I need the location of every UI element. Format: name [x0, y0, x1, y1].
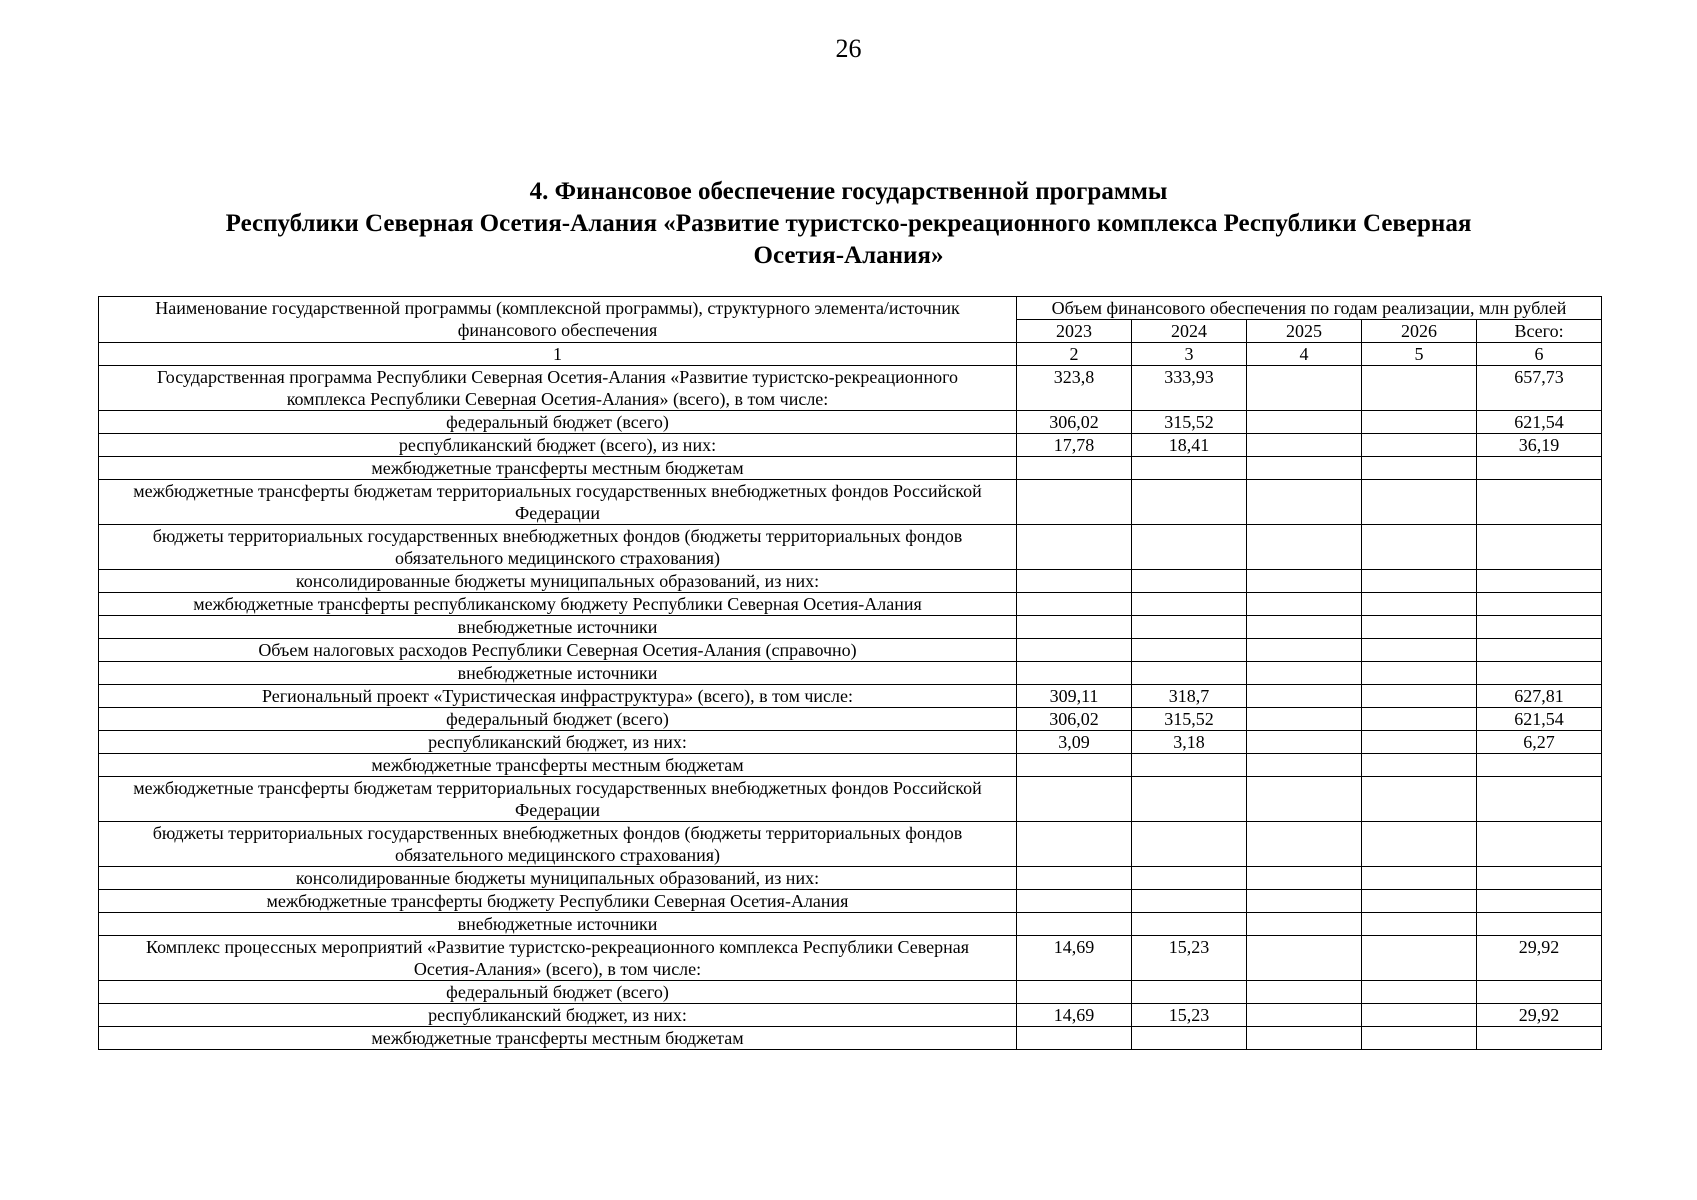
- header-volume-col: Объем финансового обеспечения по годам реализации, млн рублей: [1017, 297, 1602, 320]
- row-value-cell: [1247, 639, 1362, 662]
- row-value-cell: [1132, 981, 1247, 1004]
- row-value-cell: [1362, 616, 1477, 639]
- row-value-cell: [1017, 1027, 1132, 1050]
- row-value-cell: [1477, 822, 1602, 867]
- row-name-cell: федеральный бюджет (всего): [99, 411, 1017, 434]
- row-value-cell: [1132, 480, 1247, 525]
- row-value-cell: [1247, 570, 1362, 593]
- row-value-cell: [1477, 913, 1602, 936]
- row-value-cell: [1247, 822, 1362, 867]
- row-name-cell: консолидированные бюджеты муниципальных образований, из них:: [99, 570, 1017, 593]
- table-row: [99, 754, 1602, 777]
- row-value-cell: 15,23: [1132, 1004, 1247, 1027]
- table-row: [99, 981, 1602, 1004]
- row-value-cell: [1362, 525, 1477, 570]
- row-value-cell: [1362, 754, 1477, 777]
- row-name-cell: межбюджетные трансферты местным бюджетам: [99, 1027, 1017, 1050]
- row-value-cell: [1017, 913, 1132, 936]
- row-value-cell: [1362, 593, 1477, 616]
- row-value-cell: 315,52: [1132, 708, 1247, 731]
- row-value-cell: [1247, 708, 1362, 731]
- table-row: [99, 777, 1602, 822]
- table-row: [99, 685, 1602, 708]
- financing-table-body: [99, 297, 1602, 1050]
- table-row: [99, 867, 1602, 890]
- title-line-1: 4. Финансовое обеспечение государственной программы: [529, 178, 1168, 205]
- row-name-cell: межбюджетные трансферты республиканскому бюджету Республики Северная Осетия-Алания: [99, 593, 1017, 616]
- row-value-cell: [1477, 981, 1602, 1004]
- row-value-cell: 14,69: [1017, 1004, 1132, 1027]
- row-value-cell: [1362, 662, 1477, 685]
- table-row: [99, 662, 1602, 685]
- table-row: [99, 731, 1602, 754]
- header-name-col: Наименование государственной программы (комплексной программы), структурного элемента/источник финансового обеспечения: [99, 297, 1017, 343]
- row-name-cell: межбюджетные трансферты бюджетам территориальных государственных внебюджетных фондов Российской Федерации: [99, 777, 1017, 822]
- table-row: [99, 913, 1602, 936]
- row-value-cell: [1477, 525, 1602, 570]
- row-value-cell: 315,52: [1132, 411, 1247, 434]
- row-value-cell: [1477, 639, 1602, 662]
- row-value-cell: [1132, 570, 1247, 593]
- row-name-cell: внебюджетные источники: [99, 662, 1017, 685]
- col-number-3: 3: [1132, 343, 1247, 366]
- row-value-cell: [1362, 411, 1477, 434]
- row-value-cell: [1477, 662, 1602, 685]
- column-numbers-row: [99, 343, 1602, 366]
- row-value-cell: [1362, 639, 1477, 662]
- row-value-cell: [1362, 731, 1477, 754]
- row-name-cell: федеральный бюджет (всего): [99, 981, 1017, 1004]
- row-value-cell: [1247, 777, 1362, 822]
- row-name-cell: межбюджетные трансферты местным бюджетам: [99, 457, 1017, 480]
- header-row: [99, 297, 1602, 320]
- row-value-cell: 29,92: [1477, 1004, 1602, 1027]
- row-value-cell: 621,54: [1477, 708, 1602, 731]
- row-value-cell: [1132, 913, 1247, 936]
- row-value-cell: 15,23: [1132, 936, 1247, 981]
- row-value-cell: [1017, 570, 1132, 593]
- row-value-cell: 306,02: [1017, 708, 1132, 731]
- row-value-cell: [1017, 616, 1132, 639]
- row-value-cell: [1477, 616, 1602, 639]
- row-value-cell: [1477, 457, 1602, 480]
- row-value-cell: [1247, 593, 1362, 616]
- row-name-cell: межбюджетные трансферты бюджету Республики Северная Осетия-Алания: [99, 890, 1017, 913]
- row-value-cell: 306,02: [1017, 411, 1132, 434]
- row-value-cell: [1247, 685, 1362, 708]
- row-name-cell: межбюджетные трансферты бюджетам территориальных государственных внебюджетных фондов Российской Федерации: [99, 480, 1017, 525]
- header-year-2026: 2026: [1362, 320, 1477, 343]
- row-value-cell: 309,11: [1017, 685, 1132, 708]
- table-row: [99, 1004, 1602, 1027]
- row-value-cell: [1247, 411, 1362, 434]
- row-value-cell: 318,7: [1132, 685, 1247, 708]
- row-value-cell: [1132, 616, 1247, 639]
- row-value-cell: [1247, 366, 1362, 411]
- row-value-cell: 36,19: [1477, 434, 1602, 457]
- row-value-cell: [1477, 754, 1602, 777]
- row-value-cell: [1247, 981, 1362, 1004]
- row-value-cell: [1132, 639, 1247, 662]
- row-value-cell: [1477, 593, 1602, 616]
- table-row: [99, 366, 1602, 411]
- row-value-cell: [1247, 913, 1362, 936]
- row-value-cell: 621,54: [1477, 411, 1602, 434]
- row-value-cell: [1132, 777, 1247, 822]
- title-line-3: Осетия-Алания»: [753, 242, 944, 269]
- col-number-4: 4: [1247, 343, 1362, 366]
- table-row: [99, 411, 1602, 434]
- row-value-cell: [1132, 867, 1247, 890]
- row-value-cell: 3,18: [1132, 731, 1247, 754]
- row-value-cell: [1017, 981, 1132, 1004]
- row-name-cell: бюджеты территориальных государственных внебюджетных фондов (бюджеты территориальных фондов обязательного медицинского страхования): [99, 822, 1017, 867]
- row-name-cell: федеральный бюджет (всего): [99, 708, 1017, 731]
- table-row: [99, 1027, 1602, 1050]
- row-name-cell: республиканский бюджет, из них:: [99, 1004, 1017, 1027]
- table-row: [99, 639, 1602, 662]
- row-value-cell: [1017, 754, 1132, 777]
- row-name-cell: Региональный проект «Туристическая инфраструктура» (всего), в том числе:: [99, 685, 1017, 708]
- table-row: [99, 457, 1602, 480]
- row-value-cell: [1362, 867, 1477, 890]
- row-value-cell: [1362, 480, 1477, 525]
- row-value-cell: [1247, 1004, 1362, 1027]
- row-name-cell: внебюджетные источники: [99, 913, 1017, 936]
- col-number-6: 6: [1477, 343, 1602, 366]
- row-value-cell: [1477, 867, 1602, 890]
- row-value-cell: [1132, 754, 1247, 777]
- row-value-cell: [1247, 936, 1362, 981]
- row-value-cell: 657,73: [1477, 366, 1602, 411]
- table-row: [99, 570, 1602, 593]
- row-value-cell: [1477, 480, 1602, 525]
- row-value-cell: [1017, 457, 1132, 480]
- row-value-cell: [1247, 457, 1362, 480]
- row-value-cell: [1247, 731, 1362, 754]
- row-value-cell: [1132, 890, 1247, 913]
- row-name-cell: Государственная программа Республики Северная Осетия-Алания «Развитие туристско-рекреационного комплекса Республики Северная Осетия-Алания» (всего), в том числе:: [99, 366, 1017, 411]
- row-value-cell: 29,92: [1477, 936, 1602, 981]
- row-value-cell: [1132, 593, 1247, 616]
- table-row: [99, 936, 1602, 981]
- header-total: Всего:: [1477, 320, 1602, 343]
- table-row: [99, 525, 1602, 570]
- row-value-cell: [1132, 1027, 1247, 1050]
- row-value-cell: [1017, 890, 1132, 913]
- row-value-cell: [1477, 890, 1602, 913]
- header-year-2025: 2025: [1247, 320, 1362, 343]
- row-value-cell: [1247, 616, 1362, 639]
- row-value-cell: 627,81: [1477, 685, 1602, 708]
- row-value-cell: [1132, 662, 1247, 685]
- table-row: [99, 616, 1602, 639]
- row-value-cell: [1132, 457, 1247, 480]
- header-year-2023: 2023: [1017, 320, 1132, 343]
- table-row: [99, 708, 1602, 731]
- row-value-cell: [1477, 1027, 1602, 1050]
- row-value-cell: 323,8: [1017, 366, 1132, 411]
- title-line-2: Республики Северная Осетия-Алания «Развитие туристско-рекреационного комплекса Республики Северная: [225, 210, 1472, 237]
- row-value-cell: [1362, 457, 1477, 480]
- row-value-cell: [1477, 570, 1602, 593]
- row-value-cell: [1017, 777, 1132, 822]
- row-value-cell: 3,09: [1017, 731, 1132, 754]
- row-name-cell: республиканский бюджет (всего), из них:: [99, 434, 1017, 457]
- col-number-5: 5: [1362, 343, 1477, 366]
- table-row: [99, 434, 1602, 457]
- table-row: [99, 480, 1602, 525]
- row-value-cell: 17,78: [1017, 434, 1132, 457]
- row-value-cell: 18,41: [1132, 434, 1247, 457]
- page-number: 26: [835, 34, 862, 63]
- row-value-cell: [1017, 639, 1132, 662]
- table-row: [99, 593, 1602, 616]
- row-value-cell: 6,27: [1477, 731, 1602, 754]
- row-value-cell: [1362, 570, 1477, 593]
- row-value-cell: [1362, 777, 1477, 822]
- row-value-cell: [1017, 822, 1132, 867]
- row-name-cell: республиканский бюджет, из них:: [99, 731, 1017, 754]
- header-year-2024: 2024: [1132, 320, 1247, 343]
- row-value-cell: 333,93: [1132, 366, 1247, 411]
- row-value-cell: [1017, 480, 1132, 525]
- row-value-cell: [1477, 777, 1602, 822]
- row-value-cell: [1017, 593, 1132, 616]
- row-value-cell: [1017, 662, 1132, 685]
- document-title: [150, 176, 1547, 272]
- row-value-cell: [1247, 662, 1362, 685]
- table-row: [99, 822, 1602, 867]
- row-value-cell: [1362, 708, 1477, 731]
- row-value-cell: [1362, 1004, 1477, 1027]
- financing-table: [98, 296, 1602, 1050]
- row-value-cell: [1247, 890, 1362, 913]
- row-value-cell: [1362, 913, 1477, 936]
- row-name-cell: бюджеты территориальных государственных внебюджетных фондов (бюджеты территориальных фондов обязательного медицинского страхования): [99, 525, 1017, 570]
- row-value-cell: [1247, 480, 1362, 525]
- row-value-cell: [1362, 890, 1477, 913]
- row-value-cell: [1362, 434, 1477, 457]
- row-value-cell: [1362, 685, 1477, 708]
- row-name-cell: Объем налоговых расходов Республики Северная Осетия-Алания (справочно): [99, 639, 1017, 662]
- row-name-cell: межбюджетные трансферты местным бюджетам: [99, 754, 1017, 777]
- table-row: [99, 890, 1602, 913]
- row-value-cell: [1247, 434, 1362, 457]
- row-name-cell: внебюджетные источники: [99, 616, 1017, 639]
- row-value-cell: [1247, 525, 1362, 570]
- row-value-cell: [1017, 867, 1132, 890]
- col-number-1: 1: [99, 343, 1017, 366]
- row-value-cell: [1362, 936, 1477, 981]
- row-name-cell: консолидированные бюджеты муниципальных образований, из них:: [99, 867, 1017, 890]
- row-value-cell: [1247, 754, 1362, 777]
- row-value-cell: [1017, 525, 1132, 570]
- row-value-cell: [1132, 525, 1247, 570]
- row-value-cell: [1132, 822, 1247, 867]
- row-value-cell: [1362, 1027, 1477, 1050]
- col-number-2: 2: [1017, 343, 1132, 366]
- row-value-cell: [1362, 981, 1477, 1004]
- row-value-cell: [1362, 366, 1477, 411]
- row-name-cell: Комплекс процессных мероприятий «Развитие туристско-рекреационного комплекса Республики Северная Осетия-Алания» (всего), в том числе:: [99, 936, 1017, 981]
- row-value-cell: [1247, 867, 1362, 890]
- row-value-cell: 14,69: [1017, 936, 1132, 981]
- row-value-cell: [1247, 1027, 1362, 1050]
- row-value-cell: [1362, 822, 1477, 867]
